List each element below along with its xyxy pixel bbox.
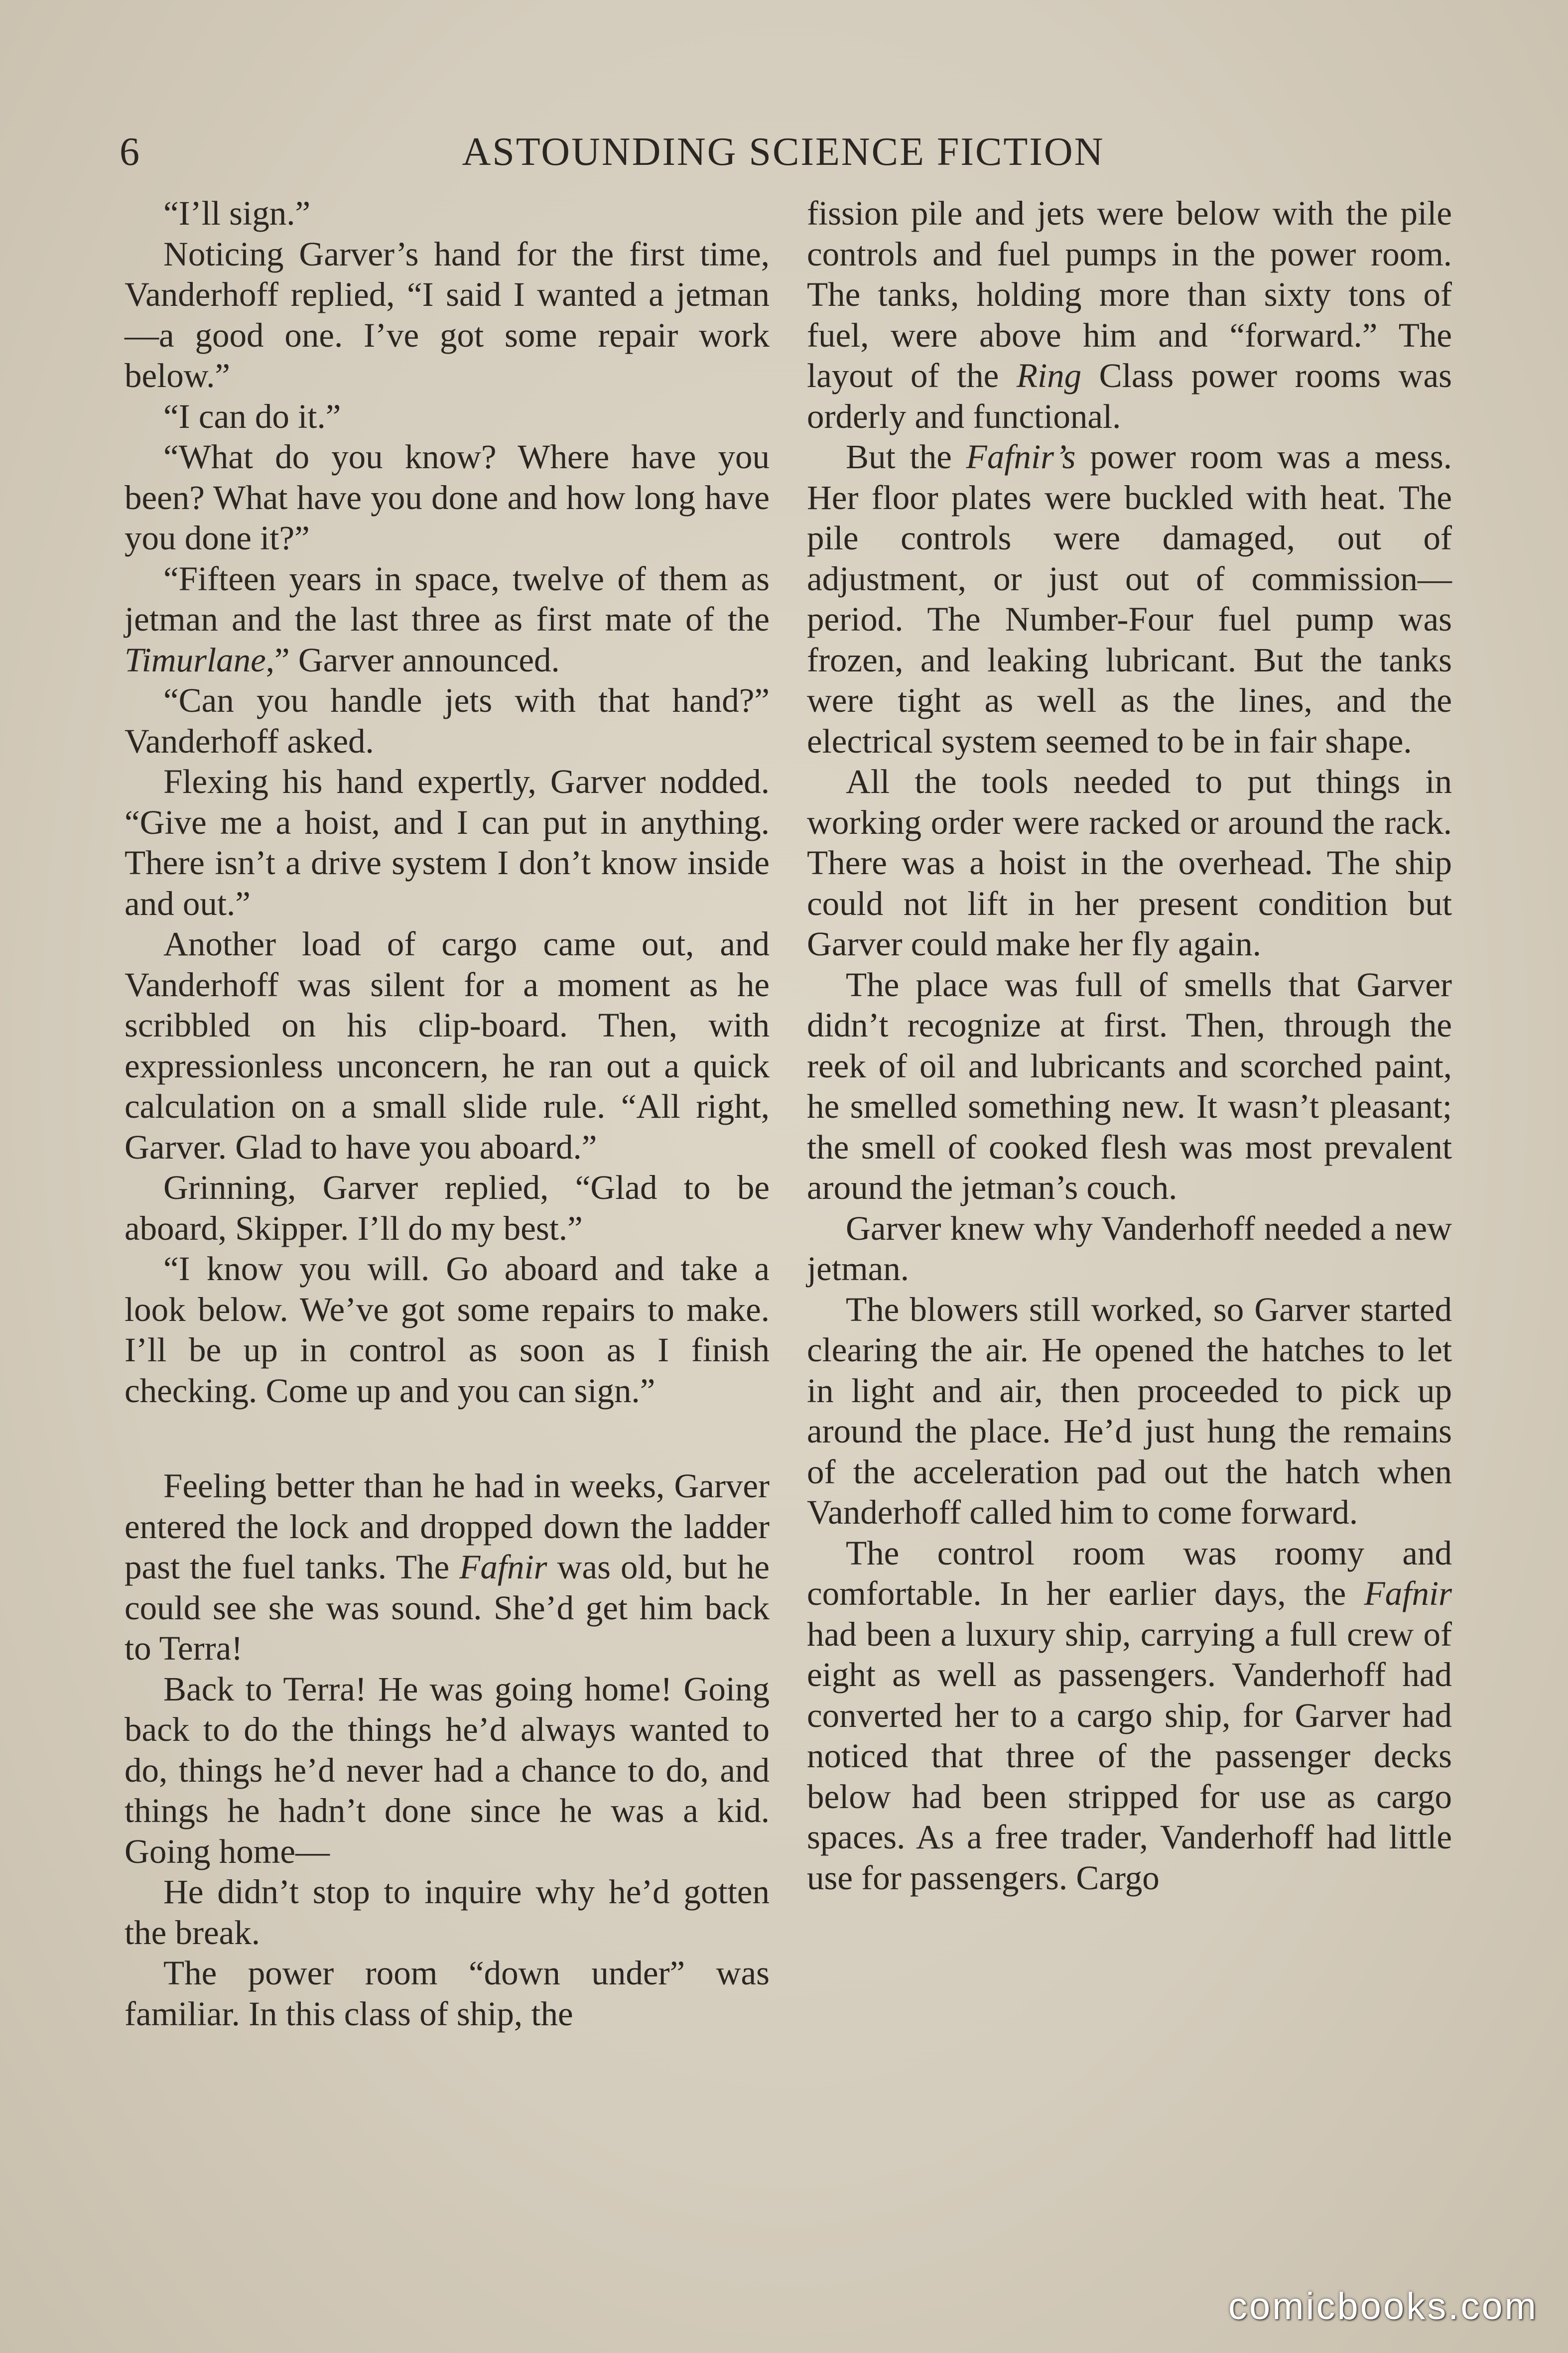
paragraph: Another load of cargo came out, and Vanderhoff was silent for a moment as he scribbled on his clip-board. Then, with expressionless unconcern, he ran out a quick calculation on a small slide rule. “All right, Garver. Glad to have you aboard.” <box>125 925 770 1166</box>
left-column <box>125 193 770 2240</box>
paragraph: “Can you handle jets with that hand?” Vanderhoff asked. <box>125 681 770 760</box>
paragraph: Flexing his hand expertly, Garver nodded. “Give me a hoist, and I can put in anything. There isn’t a drive system I don’t know inside and out.” <box>125 763 770 922</box>
paragraph: “What do you know? Where have you been? What have you done and how long have you done it?” <box>125 438 770 557</box>
paragraph: The power room “down under” was familiar. In this class of ship, the <box>125 1954 770 2033</box>
paragraph: But the Fafnir’s power room was a mess. Her floor plates were buckled with heat. The pile controls were damaged, out of adjustment, or just out of commission—period. The Number-Four fuel pump was frozen, and leaking lubricant. But the tanks were tight as well as the lines, and the electrical system seemed to be in fair shape. <box>807 438 1452 760</box>
page-header <box>120 125 1447 179</box>
paragraph: The place was full of smells that Garver didn’t recognize at first. Then, through the reek of oil and lubricants and scorched paint, he smelled something new. It wasn’t pleasant; the smell of cooked flesh was most prevalent around the jetman’s couch. <box>807 965 1452 1206</box>
paragraph: Back to Terra! He was going home! Going back to do the things he’d always wanted to do, things he’d never had a chance to do, and things he hadn’t done since he was a kid. Going home— <box>125 1670 770 1870</box>
paragraph: “Fifteen years in space, twelve of them as jetman and the last three as first mate of the Timurlane,” Garver announced. <box>125 559 770 679</box>
paragraph: fission pile and jets were below with the pile controls and fuel pumps in the power room. The tanks, holding more than sixty tons of fuel, were above him and “forward.” The layout of the Ring Class power rooms was orderly and functional. <box>807 194 1452 435</box>
italic-ship-name: Fafnir’s <box>966 438 1076 476</box>
paragraph: Noticing Garver’s hand for the first time, Vanderhoff replied, “I said I wanted a jetman—a good one. I’ve got some repair work below.” <box>125 235 770 394</box>
paragraph: The control room was roomy and comfortable. In her earlier days, the Fafnir had been a luxury ship, carrying a full crew of eight as well as passengers. Vanderhoff had converted her to a cargo ship, for Garver had noticed that three of the passenger decks below had been stripped for use as cargo spaces. As a free trader, Vanderhoff had little use for passengers. Cargo <box>807 1534 1452 1897</box>
paragraph: Garver knew why Vanderhoff needed a new jetman. <box>807 1209 1452 1288</box>
right-column <box>807 193 1452 2240</box>
page-number: 6 <box>120 130 141 174</box>
running-title: ASTOUNDING SCIENCE FICTION <box>462 130 1105 174</box>
paragraph: Feeling better than he had in weeks, Garver entered the lock and dropped down the ladder past the fuel tanks. The Fafnir was old, but he could see she was sound. She’d get him back to Terra! <box>125 1467 770 1667</box>
paragraph: He didn’t stop to inquire why he’d gotten the break. <box>125 1873 770 1952</box>
paragraph: “I can do it.” <box>163 397 341 435</box>
italic-ship-name: Timurlane <box>125 641 266 679</box>
paragraph: “I know you will. Go aboard and take a look below. We’ve got some repairs to make. I’ll be up in control as soon as I finish checking. Come up and you can sign.” <box>125 1250 770 1410</box>
paragraph: Grinning, Garver replied, “Glad to be aboard, Skipper. I’ll do my best.” <box>125 1169 770 1247</box>
italic-ship-name: Ring <box>1016 357 1082 394</box>
italic-ship-name: Fafnir <box>1364 1574 1452 1612</box>
paragraph: All the tools needed to put things in working order were racked or around the rack. There was a hoist in the overhead. The ship could not lift in her present condition but Garver could make her fly again. <box>807 763 1452 963</box>
paragraph: The blowers still worked, so Garver started clearing the air. He opened the hatches to let in light and air, then proceeded to pick up around the place. He’d just hung the remains of the acceleration pad out the hatch when Vanderhoff called him to come forward. <box>807 1290 1452 1531</box>
watermark: comicbooks.com <box>1228 2285 1538 2328</box>
paragraph: “I’ll sign.” <box>163 194 311 232</box>
italic-ship-name: Fafnir <box>459 1548 547 1586</box>
